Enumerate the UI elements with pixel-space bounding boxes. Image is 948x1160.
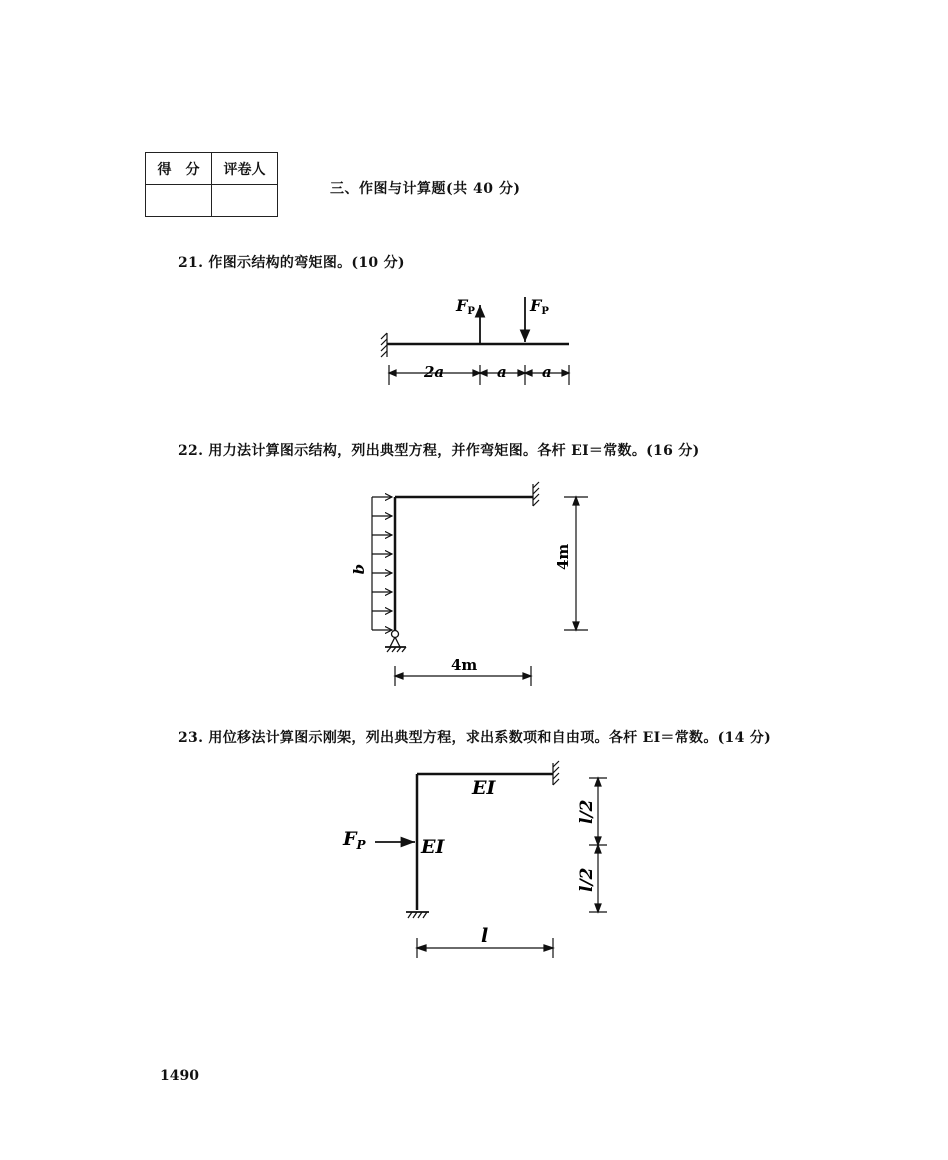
force-label: $F_P$ xyxy=(343,828,366,852)
force-left-label: FP xyxy=(456,296,475,317)
half-lower-label: l/2 xyxy=(577,867,597,892)
dim-a-label-1: a xyxy=(497,363,507,381)
question-21-text: 21. 作图示结构的弯矩图。(10 分) xyxy=(178,255,405,271)
dim-a-label-2: a xyxy=(542,363,552,381)
figure-23-frame xyxy=(335,760,625,965)
figure-22-frame xyxy=(350,480,600,690)
page-number: 1490 xyxy=(160,1068,199,1084)
fixed-support-hatch xyxy=(533,482,539,506)
grader-cell[interactable] xyxy=(212,185,278,217)
height-label: 4m xyxy=(554,543,572,570)
load-q-label: q xyxy=(352,564,370,575)
figure-21-cantilever xyxy=(370,285,590,395)
width-label: 4m xyxy=(451,656,478,674)
question-22-text: 22. 用力法计算图示结构，列出典型方程，并作弯矩图。各杆 EI＝常数。(16 分) xyxy=(178,443,700,459)
distributed-load xyxy=(372,497,392,630)
fixed-support-hatch xyxy=(381,333,387,357)
fixed-support-bottom xyxy=(406,912,429,918)
question-23-text: 23. 用位移法计算图示刚架，列出典型方程，求出系数项和自由项。各杆 EI＝常数。(14 分) xyxy=(178,730,772,746)
column-ei-label: EI xyxy=(421,836,445,858)
score-label: 得 分 xyxy=(146,153,212,185)
grader-label: 评卷人 xyxy=(212,153,278,185)
force-right-label: FP xyxy=(530,296,549,317)
span-label: l xyxy=(481,925,489,947)
section-title: 三、作图与计算题(共 40 分) xyxy=(330,181,521,197)
dim-2a-label: 2a xyxy=(424,363,445,381)
score-table xyxy=(145,152,278,217)
beam-ei-label: EI xyxy=(472,777,496,799)
score-cell[interactable] xyxy=(146,185,212,217)
pin-support xyxy=(385,631,406,653)
half-upper-label: l/2 xyxy=(577,799,597,824)
fixed-support-right xyxy=(553,761,559,785)
